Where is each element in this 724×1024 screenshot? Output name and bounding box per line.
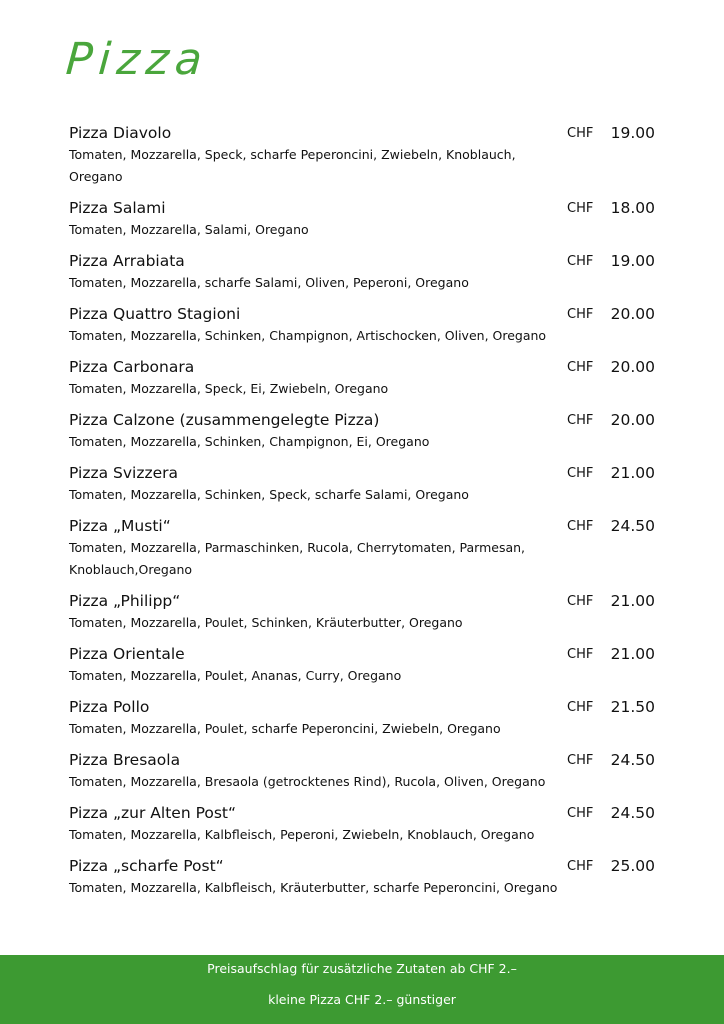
item-currency: CHF [567,126,594,141]
item-currency: CHF [567,254,594,269]
item-name: Pizza „zur Alten Post“ [69,804,237,822]
item-currency: CHF [567,700,594,715]
item-name: Pizza „Musti“ [69,517,171,535]
menu-item [69,515,659,581]
item-name: Pizza Carbonara [69,358,195,376]
menu-item [69,855,659,899]
item-name: Pizza Bresaola [69,751,181,769]
menu-item [69,356,659,400]
item-description: Tomaten, Mozzarella, scharfe Salami, Oliven, Peperoni, Oregano [69,275,469,290]
item-name: Pizza Calzone (zusammengelegte Pizza) [69,411,380,429]
item-description: Tomaten, Mozzarella, Poulet, Ananas, Curry, Oregano [69,668,402,683]
menu-item [69,749,659,793]
item-price: 18.00 [610,199,655,217]
item-price: 24.50 [610,751,655,769]
page-title: Pizza [64,34,210,85]
item-currency: CHF [567,647,594,662]
item-description: Tomaten, Mozzarella, Bresaola (getrocktenes Rind), Rucola, Oliven, Oregano [69,774,546,789]
item-name: Pizza Diavolo [69,124,172,142]
item-name: Pizza Orientale [69,645,185,663]
menu-item [69,303,659,347]
item-description: Tomaten, Mozzarella, Poulet, scharfe Peperoncini, Zwiebeln, Oregano [69,721,501,736]
menu-item [69,643,659,687]
item-description: Tomaten, Mozzarella, Schinken, Champignon, Artischocken, Oliven, Oregano [69,328,547,343]
item-currency: CHF [567,466,594,481]
footer-banner [0,955,724,1024]
item-price: 20.00 [610,305,655,323]
item-currency: CHF [567,594,594,609]
item-description: Tomaten, Mozzarella, Parmaschinken, Rucola, Cherrytomaten, Parmesan, Knoblauch,Oregano [69,540,526,577]
item-name: Pizza Quattro Stagioni [69,305,241,323]
item-currency: CHF [567,413,594,428]
menu-item [69,250,659,294]
item-description: Tomaten, Mozzarella, Speck, scharfe Peperoncini, Zwiebeln, Knoblauch, Oregano [69,147,516,184]
item-price: 21.50 [610,698,655,716]
item-description: Tomaten, Mozzarella, Poulet, Schinken, Kräuterbutter, Oregano [69,615,463,630]
item-description: Tomaten, Mozzarella, Speck, Ei, Zwiebeln, Oregano [69,381,389,396]
menu-item [69,462,659,506]
footer-note-small-pizza: kleine Pizza CHF 2.– günstiger [268,992,456,1007]
menu-item [69,696,659,740]
item-name: Pizza Svizzera [69,464,179,482]
item-currency: CHF [567,806,594,821]
item-description: Tomaten, Mozzarella, Schinken, Speck, scharfe Salami, Oregano [69,487,469,502]
menu-item [69,197,659,241]
item-currency: CHF [567,753,594,768]
item-description: Tomaten, Mozzarella, Salami, Oregano [69,222,309,237]
item-name: Pizza Arrabiata [69,252,185,270]
item-price: 21.00 [610,645,655,663]
item-name: Pizza Salami [69,199,166,217]
item-currency: CHF [567,360,594,375]
menu-item [69,122,659,188]
item-price: 25.00 [610,857,655,875]
item-name: Pizza „Philipp“ [69,592,181,610]
item-price: 24.50 [610,804,655,822]
menu-item [69,409,659,453]
item-price: 20.00 [610,358,655,376]
menu-item [69,590,659,634]
item-currency: CHF [567,201,594,216]
item-price: 21.00 [610,592,655,610]
item-currency: CHF [567,859,594,874]
item-currency: CHF [567,519,594,534]
item-description: Tomaten, Mozzarella, Kalbfleisch, Kräuterbutter, scharfe Peperoncini, Oregano [69,880,558,895]
item-description: Tomaten, Mozzarella, Kalbfleisch, Peperoni, Zwiebeln, Knoblauch, Oregano [69,827,535,842]
menu-item [69,802,659,846]
item-price: 19.00 [610,124,655,142]
menu-list [69,122,659,908]
item-name: Pizza „scharfe Post“ [69,857,224,875]
item-currency: CHF [567,307,594,322]
item-price: 19.00 [610,252,655,270]
item-price: 21.00 [610,464,655,482]
item-price: 24.50 [610,517,655,535]
item-price: 20.00 [610,411,655,429]
item-name: Pizza Pollo [69,698,150,716]
item-description: Tomaten, Mozzarella, Schinken, Champignon, Ei, Oregano [69,434,430,449]
footer-note-extra-toppings: Preisaufschlag für zusätzliche Zutaten ab CHF 2.– [207,961,517,976]
